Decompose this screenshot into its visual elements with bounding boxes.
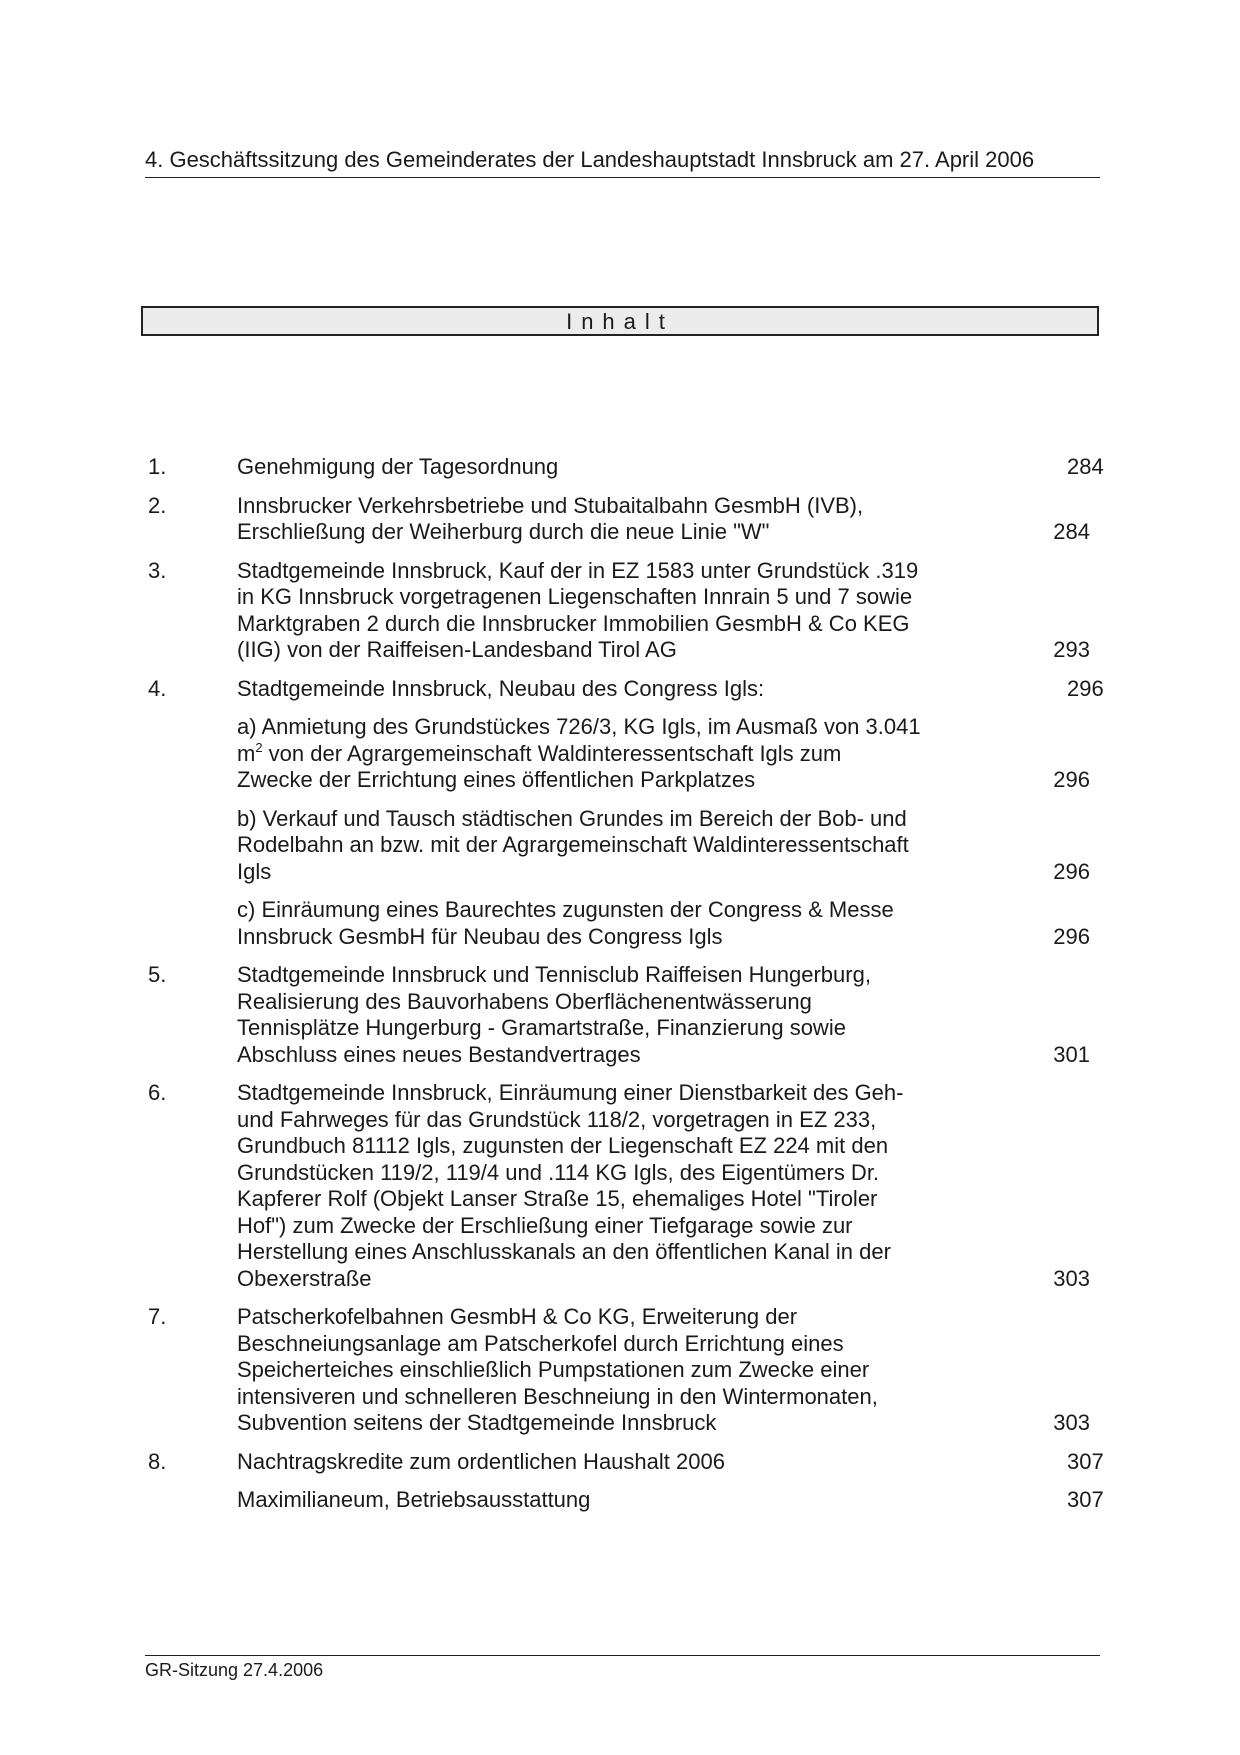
toc-entry-text: Patscherkofelbahnen GesmbH & Co KG, Erweiterung der Beschneiungsanlage am Patscherkofel durch Errichtung eines Speicherteiches einschließlich Pumpstationen zum Zwecke einer intensiveren und schnelleren Beschneiung in den Wintermonaten, Subvention seitens der Stadtgemeinde Innsbruck	[237, 1304, 878, 1435]
toc-entry-text: Innsbrucker Verkehrsbetriebe und Stubaitalbahn GesmbH (IVB), Erschließung der Weiherburg durch die neue Linie "W"	[237, 492, 864, 544]
toc-entry-page: 307	[1067, 1487, 1104, 1512]
toc-entry-page: 303	[1053, 1265, 1090, 1291]
toc-entry-page: 284	[1067, 454, 1104, 479]
toc-entry-page: 296	[1053, 858, 1090, 884]
superscript-exponent: 2	[255, 739, 263, 755]
toc-entry-text: Stadtgemeinde Innsbruck und Tennisclub Raiffeisen Hungerburg, Realisierung des Bauvorhabens Oberflächenentwässerung Tennisplätze Hungerburg - Gramartstraße, Finanzierung sowie Abschluss eines neues Bestandvertrages	[237, 962, 871, 1067]
toc-entry-page: 293	[1053, 637, 1090, 662]
page-header: 4. Geschäftssitzung des Gemeinderates der Landeshauptstadt Innsbruck am 27. April 2006	[145, 146, 1100, 178]
toc-entry-text: c) Einräumung eines Baurechtes zugunsten der Congress & Messe Innsbruck GesmbH für Neubau des Congress Igls	[237, 897, 894, 949]
toc-entry-6	[148, 1080, 1098, 1292]
toc-entry-page: 296	[1053, 767, 1090, 792]
table-of-contents	[148, 454, 1104, 1514]
toc-entry-text-part: a) Anmietung des Grundstückes 726/3, KG Igls, im Ausmaß von 3.041 m	[237, 714, 921, 766]
toc-entry-text: b) Verkauf und Tausch städtischen Grundes im Bereich der Bob- und Rodelbahn an bzw. mit der Agrargemeinschaft Waldinteressentschaft Igls	[237, 805, 909, 884]
toc-entry-text: Maximilianeum, Betriebsausstattung	[237, 1487, 591, 1512]
toc-entry-1	[148, 454, 1104, 481]
toc-entry-8	[148, 1448, 1104, 1476]
toc-entry-5	[148, 962, 1098, 1068]
toc-entry-page: 303	[1053, 1410, 1090, 1435]
toc-entry-8a	[148, 1487, 1104, 1514]
toc-entry-number: 8.	[148, 1448, 167, 1474]
toc-entry-number: 3.	[148, 557, 167, 583]
toc-entry-text: Stadtgemeinde Innsbruck, Neubau des Congress Igls:	[237, 675, 765, 701]
toc-entry-4b	[148, 806, 1098, 886]
toc-entry-text: Genehmigung der Tagesordnung	[237, 454, 559, 479]
toc-entry-page: 296	[1067, 675, 1104, 701]
toc-entry-number: 4.	[148, 675, 167, 701]
toc-entry-text	[237, 714, 922, 794]
toc-entry-text: Stadtgemeinde Innsbruck, Einräumung einer Dienstbarkeit des Geh- und Fahrweges für das Grundstück 118/2, vorgetragen in EZ 233, Grundbuch 81112 Igls, zugunsten der Liegenschaft EZ 224 mit den Grundstücken 119/2, 119/4 und .114 KG Igls, des Eigentümers Dr. Kapferer Rolf (Objekt Lanser Straße 15, ehemaliges Hotel "Tiroler Hof") zum Zwecke der Erschließung einer Tiefgarage sowie zur Herstellung eines Anschlusskanals an den öffentlichen Kanal in der Obexerstraße	[237, 1080, 904, 1291]
toc-entry-2	[148, 493, 1098, 546]
toc-heading: Inhalt	[141, 306, 1099, 336]
toc-entry-text-part: von der Agrargemeinschaft Waldinteressentschaft Igls zum Zwecke der Errichtung eines öffentlichen Parkplatzes	[237, 740, 842, 792]
toc-entry-7	[148, 1304, 1098, 1437]
toc-entry-number: 2.	[148, 492, 167, 518]
toc-entry-page: 307	[1067, 1448, 1104, 1474]
toc-entry-page: 296	[1053, 923, 1090, 949]
page-footer: GR-Sitzung 27.4.2006	[145, 1655, 1100, 1681]
toc-entry-page: 301	[1053, 1041, 1090, 1067]
toc-entry-4	[148, 675, 1104, 703]
toc-entry-4a	[148, 714, 1098, 794]
toc-entry-page: 284	[1053, 519, 1090, 544]
toc-entry-3	[148, 558, 1098, 664]
toc-entry-text: Stadtgemeinde Innsbruck, Kauf der in EZ 1583 unter Grundstück .319 in KG Innsbruck vorgetragenen Liegenschaften Innrain 5 und 7 sowie Marktgraben 2 durch die Innsbrucker Immobilien GesmbH & Co KEG (IIG) von der Raiffeisen-Landesband Tirol AG	[237, 557, 919, 662]
toc-entry-text: Nachtragskredite zum ordentlichen Haushalt 2006	[237, 1448, 725, 1474]
toc-entry-number: 6.	[148, 1080, 167, 1105]
toc-entry-number: 1.	[148, 454, 167, 479]
toc-entry-number: 5.	[148, 962, 167, 987]
toc-entry-number: 7.	[148, 1304, 167, 1329]
toc-entry-4c	[148, 897, 1098, 950]
